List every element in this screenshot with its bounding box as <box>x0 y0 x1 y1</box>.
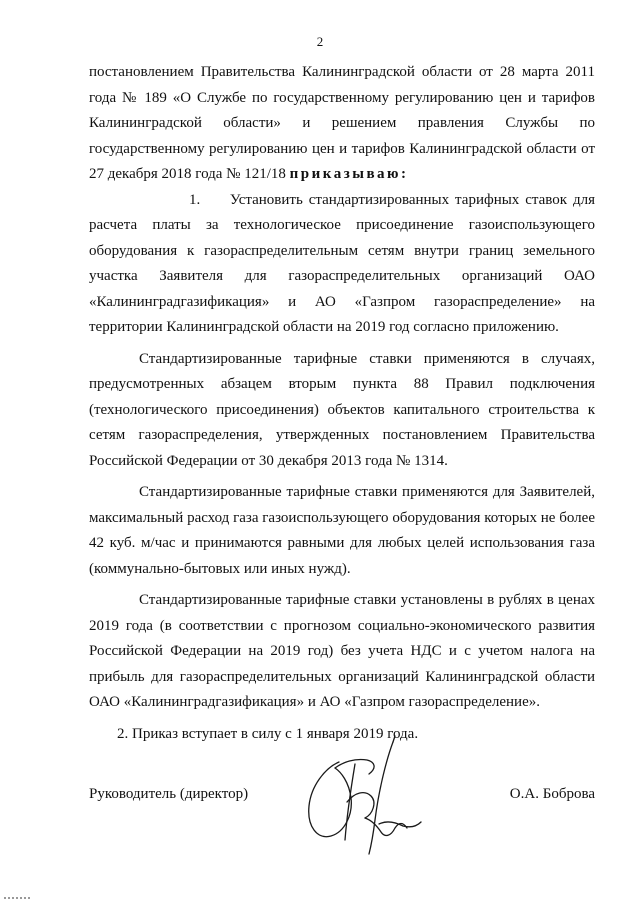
paragraph-2: Стандартизированные тарифные ставки применяются в случаях, предусмотренных абзацем вторым пункта 88 Правил подключения (технологического присоединения) объектов капитального строительства к сетям газораспределения, утвержденных постановлением Правительства Российской Федерации от 30 декабря 2013 года № 1314. <box>89 350 595 469</box>
scan-edge-mark <box>4 897 32 899</box>
item-1-text: Установить стандартизированных тарифных ставок для расчета платы за технологическое присоединение газоиспользующего оборудования к газораспределительным сетям внутри границ земельного участка Заявителя для газораспределительных организаций ОАО «Калининградгазификация» и АО «Газпром газораспределение» на территории Калининградской области на 2019 год согласно приложению. <box>89 191 596 335</box>
document-body <box>89 60 595 747</box>
intro-paragraph <box>89 60 595 188</box>
order-word: приказываю: <box>289 166 409 182</box>
signatory-name: О.А. Боброва <box>509 786 595 802</box>
signatory-title: Руководитель (директор) <box>89 786 249 802</box>
handwritten-signature <box>295 728 425 858</box>
item-1-number: 1. <box>189 191 201 208</box>
item-1-paragraph <box>89 188 595 341</box>
item-2-paragraph: 2. Приказ вступает в силу с 1 января 2019 года. <box>117 725 419 742</box>
page-number: 2 <box>316 34 324 49</box>
paragraph-4: Стандартизированные тарифные ставки установлены в рублях в ценах 2019 года (в соответствии с прогнозом социально-экономического развития Российской Федерации на 2019 год) без учета НДС и с учетом налога на прибыль для газораспределительных организаций Калининградской области ОАО «Калининградгазификация» и АО «Газпром газораспределение». <box>89 592 595 710</box>
paragraph-3: Стандартизированные тарифные ставки применяются для Заявителей, максимальный расход газа газоиспользующего оборудования которых не более 42 куб. м/час и принимаются равными для любых целей использования газа (коммунально-бытовых или иных нужд). <box>89 484 595 577</box>
intro-text: постановлением Правительства Калининградской области от 28 марта 2011 года № 189 «О Службе по государственному регулированию цен и тарифов Калининградской области» и решением правления Службы по государственному регулированию цен и тарифов Калининградской области от 27 декабря 2018 года № 121/18 <box>89 64 595 182</box>
